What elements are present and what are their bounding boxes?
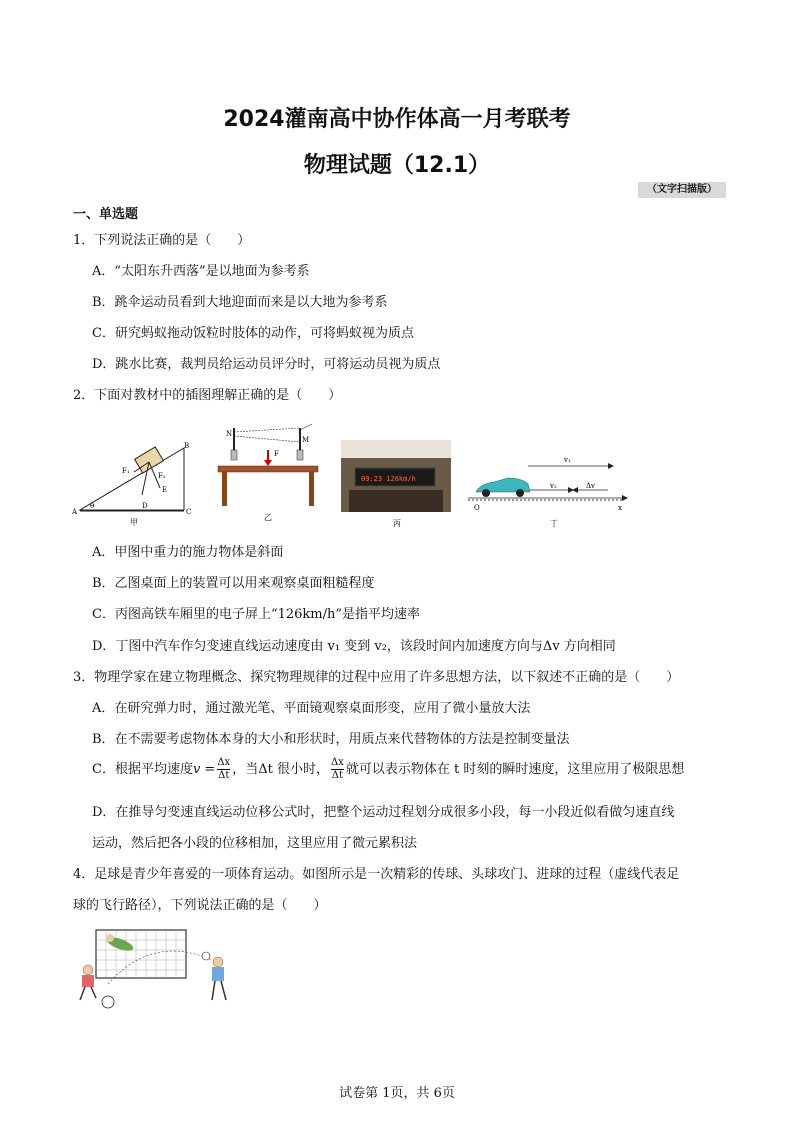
label-f: F <box>274 450 279 458</box>
player-left-figure <box>80 965 96 1000</box>
label-c: C <box>186 508 192 516</box>
label-dv: Δv <box>586 482 596 490</box>
section-heading: 一、单选题 <box>73 207 139 222</box>
label-x: x <box>618 504 622 512</box>
figure-ding-car <box>468 452 628 530</box>
question-2-option-d: D．丁图中汽车作匀变速直线运动速度由 v₁ 变到 v₂，该段时间内加速度方向与Δv 方向相同 <box>92 639 616 654</box>
question-4-stem-line2: 球的飞行路径），下列说法正确的是（ ） <box>73 898 327 913</box>
question-2-stem: 2．下面对教材中的插图理解正确的是（ ） <box>73 388 342 403</box>
page-subtitle: 物理试题（12.1） <box>303 153 491 178</box>
label-b: B <box>184 442 190 450</box>
question-3-option-c <box>92 757 684 782</box>
scan-badge: （文字扫描版） <box>638 182 726 198</box>
question-3-option-b: B．在不需要考虑物体本身的大小和形状时，用质点来代替物体的方法是控制变量法 <box>92 732 570 747</box>
fraction-num-2: Δx <box>330 757 344 768</box>
question-3-option-d-line2: 运动，然后把各小段的位移相加，这里应用了微元累积法 <box>92 836 418 851</box>
goalkeeper-figure <box>105 934 135 953</box>
figure-bing-train-screen <box>341 440 451 530</box>
question-1-stem: 1．下列说法正确的是（ ） <box>73 233 251 248</box>
figure-caption-yi: 乙 <box>264 513 272 522</box>
option-c-suffix: 就可以表示物体在 t 时刻的瞬时速度，这里应用了极限思想 <box>345 762 685 777</box>
question-2-option-a: A．甲图中重力的施力物体是斜面 <box>92 545 284 560</box>
fraction-dx-dt <box>217 757 230 782</box>
question-2-option-b: B．乙图桌面上的装置可以用来观察桌面粗糙程度 <box>92 576 375 591</box>
question-1-option-c: C．研究蚂蚁拖动饭粒时肢体的动作，可将蚂蚁视为质点 <box>92 326 414 341</box>
page-footer: 试卷第 1页，共 6页 <box>339 1086 455 1101</box>
fraction-dx-dt-2 <box>331 757 344 782</box>
fraction-den-2: Δt <box>331 770 344 781</box>
label-n: N <box>226 430 233 438</box>
figure-soccer-goal <box>72 924 242 1016</box>
train-screen-text: 09:23 126km/h <box>361 475 416 483</box>
page-title: 2024灌南高中协作体高一月考联考 <box>223 107 571 132</box>
label-e: E <box>162 486 168 494</box>
figure-jia-incline <box>72 440 202 530</box>
player-right-figure <box>212 957 226 1000</box>
question-2-option-c: C．丙图高铁车厢里的电子屏上“126km/h”是指平均速率 <box>92 607 421 622</box>
label-v1: v₁ <box>564 456 571 464</box>
question-3-option-a: A．在研究弹力时，通过激光笔、平面镜观察桌面形变，应用了微小量放大法 <box>92 701 531 716</box>
label-m: M <box>302 436 310 444</box>
figure-yi-table <box>212 420 324 522</box>
option-c-prefix: C．根据平均速度 <box>92 762 193 777</box>
question-4-stem-line1: 4．足球是青少年喜爱的一项体育运动。如图所示是一次精彩的传球、头球攻门、进球的过程（虚线代表足 <box>73 867 680 882</box>
option-c-v: v = <box>192 762 216 777</box>
question-3-option-d-line1: D．在推导匀变速直线运动位移公式时，把整个运动过程划分成很多小段，每一小段近似看做匀速直线 <box>92 805 675 820</box>
question-1-option-a: A．“太阳东升西落”是以地面为参考系 <box>92 264 310 279</box>
figure-caption-ding: 丁 <box>550 519 558 528</box>
option-c-mid: ，当Δt 很小时， <box>232 762 329 777</box>
label-f1: F₁ <box>122 467 130 475</box>
label-a: A <box>72 508 78 516</box>
figure-caption-bing: 丙 <box>393 519 401 528</box>
question-1-option-d: D．跳水比赛，裁判员给运动员评分时，可将运动员视为质点 <box>92 357 441 372</box>
label-theta: θ <box>90 502 95 510</box>
question-3-stem: 3．物理学家在建立物理概念、探究物理规律的过程中应用了许多思想方法，以下叙述不正确的是（ ） <box>73 670 680 685</box>
label-f2: F₂ <box>158 472 166 480</box>
header-ball-icon <box>202 952 210 960</box>
soccer-ball-icon <box>102 996 114 1008</box>
label-v2: v₂ <box>550 482 557 490</box>
label-o: O <box>474 504 480 512</box>
fraction-num: Δx <box>217 757 231 768</box>
figure-caption-jia: 甲 <box>130 518 138 527</box>
car-shape <box>476 478 530 497</box>
fraction-den: Δt <box>218 770 230 781</box>
label-d: D <box>142 502 148 510</box>
question-1-option-b: B．跳伞运动员看到大地迎面而来是以大地为参考系 <box>92 295 388 310</box>
